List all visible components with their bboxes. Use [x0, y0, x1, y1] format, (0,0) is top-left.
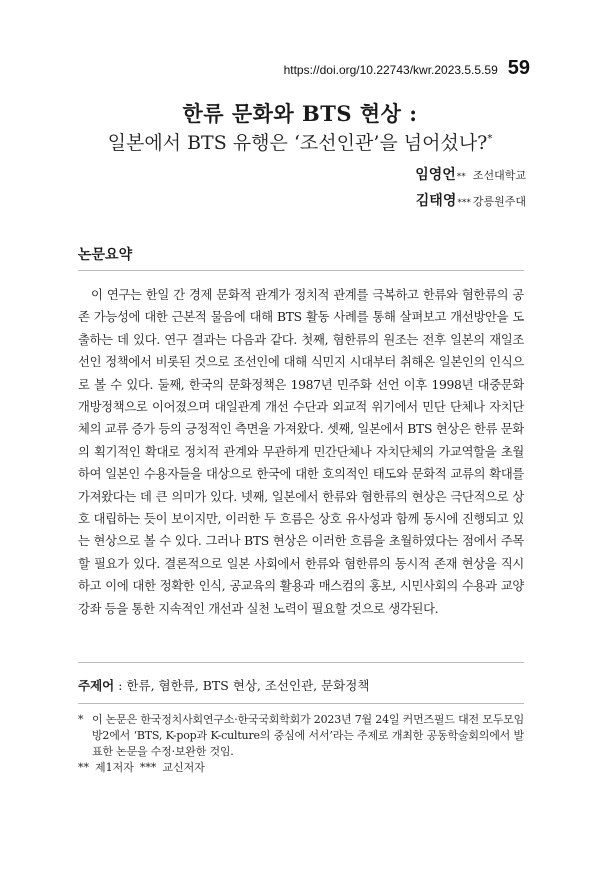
- author-affiliation: 조선대학교: [472, 169, 526, 182]
- footnote-mark: *: [78, 713, 84, 726]
- author-affiliation: 강릉원주대: [472, 195, 526, 208]
- footnote-text: 제1저자: [95, 761, 134, 774]
- author-first: [415, 164, 526, 184]
- footnote-mark: ***: [139, 761, 157, 774]
- author-name: 임영언: [415, 167, 456, 183]
- page-number: 59: [507, 57, 530, 79]
- keywords-separator: :: [118, 678, 123, 693]
- abstract-body: 이 연구는 한일 간 경제 문화적 관계가 정치적 관계를 극복하고 한류와 혐한류의 공존 가능성에 대한 근본적 물음에 대해 BTS 활동 사례를 통해 살펴보고 개선방안을 도출하는 데 있다. 연구 결과는 다음과 같다. 첫째, 혐한류의 원조는 전후 일본의 재일조선인 정책에서 비롯된 것으로 조선인에 대해 식민지 시대부터 취해온 일본인의 인식으로 볼 수 있다. 둘째, 한국의 문화정책은 1987년 민주화 선언 이후 1998년 대중문화개방정책으로 이어졌으며 대일관계 개선 수단과 외교적 위기에서 민단 단체나 자치단체의 교류 증가 등의 긍정적인 측면을 가져왔다. 셋째, 일본에서 BTS 현상은 한류 문화의 획기적인 확대로 정치적 관계와 무관하게 민간단체나 자치단체의 가교역할을 초월하여 일본인 수용자들을 대상으로 한국에 대한 호의적인 태도와 문화적 교류의 확대를 가져왔다는 데 큰 의미가 있다. 넷째, 일본에서 한류와 혐한류의 현상은 극단적으로 상호 대립하는 듯이 보이지만, 이러한 두 흐름은 상호 유사성과 함께 동시에 진행되고 있는 현상으로 볼 수 있다. 그러나 BTS 현상은 이러한 흐름을 초월하였다는 점에서 주목할 필요가 있다. 결론적으로 일본 사회에서 한류와 혐한류의 동시적 존재 현상을 직시하고 이에 대한 정확한 인식, 공교육의 활용과 매스컴의 홍보, 시민사회의 수용과 교양강좌 등을 통한 지속적인 개선과 실천 노력이 필요할 것으로 생각된다.: [78, 288, 524, 616]
- abstract-heading: 논문요약: [78, 247, 133, 263]
- subtitle-footnote-mark: *: [487, 133, 493, 145]
- footnote-author-roles: [78, 760, 524, 776]
- footnote-mark: **: [78, 761, 89, 774]
- subtitle-text: 일본에서 BTS 유행은 ‘조선인관’을 넘어섰나?: [107, 132, 488, 154]
- author-mark: ***: [457, 198, 471, 208]
- author-mark: **: [456, 172, 466, 182]
- doi-link[interactable]: https://doi.org/10.22743/kwr.2023.5.5.59: [283, 63, 498, 77]
- paper-subtitle: [0, 128, 600, 155]
- footnote-text: 이 논문은 한국정치사회연구소·한국국회학회가 2023년 7월 24일 커먼즈필드 대전 모두모임방2에서 ‘BTS, K-pop과 K-culture의 중심에 서서’라는 주제로 개최한 공동학술회의에서 발표한 논문을 수정·보완한 것임.: [92, 713, 524, 758]
- divider: [78, 662, 524, 663]
- footnotes: [78, 712, 524, 776]
- running-header: [284, 57, 530, 80]
- keywords-line: [78, 676, 524, 694]
- divider: [78, 703, 524, 704]
- author-name: 김태영: [415, 193, 457, 209]
- author-second: [415, 190, 526, 210]
- keywords-label: 주제어: [78, 678, 115, 693]
- divider: [78, 270, 524, 271]
- author-block: [415, 164, 526, 216]
- keywords-list: 한류, 혐한류, BTS 현상, 조선인관, 문화정책: [126, 678, 370, 693]
- footnote-text: 교신저자: [162, 761, 205, 774]
- footnote: [78, 712, 524, 760]
- paper-title: 한류 문화와 BTS 현상 :: [182, 101, 418, 126]
